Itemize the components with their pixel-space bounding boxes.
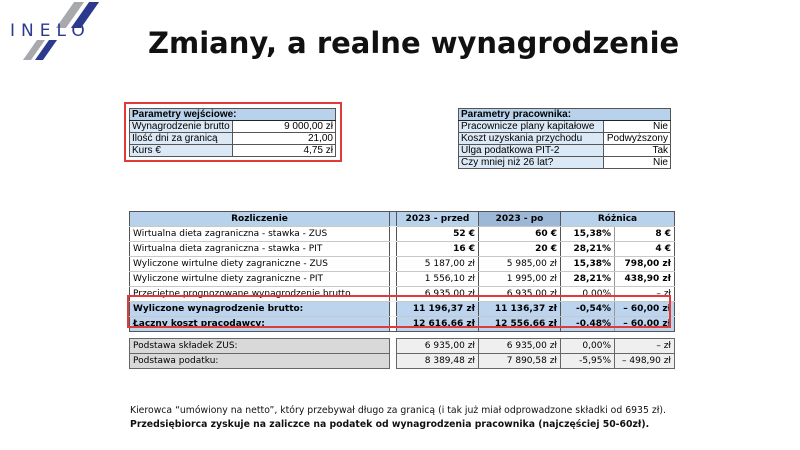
row-pct: 15,38% xyxy=(561,227,615,242)
row-before: 52 € xyxy=(397,227,479,242)
row-diff: 4 € xyxy=(615,242,675,257)
row-pct: -5,95% xyxy=(561,354,615,369)
row-after: 12 556,66 zł xyxy=(479,317,561,332)
param-value: 9 000,00 zł xyxy=(232,121,335,133)
table-row xyxy=(130,354,675,369)
param-label: Ilość dni za granicą xyxy=(130,133,233,145)
table-row xyxy=(130,242,675,257)
row-after: 60 € xyxy=(479,227,561,242)
row-diff: – 498,90 zł xyxy=(615,354,675,369)
row-pct: 0,00% xyxy=(561,339,615,354)
param-value: 21,00 xyxy=(232,133,335,145)
row-diff: – 60,00 zł xyxy=(615,317,675,332)
param-value: 4,75 zł xyxy=(232,145,335,157)
row-diff: 798,00 zł xyxy=(615,257,675,272)
row-label: Wyliczone wirtulne diety zagraniczne - PIT xyxy=(130,272,390,287)
row-pct: -0,54% xyxy=(561,302,615,317)
row-after: 11 136,37 zł xyxy=(479,302,561,317)
table-row xyxy=(130,272,675,287)
result-rows-highlight xyxy=(127,295,671,328)
param-label: Kurs € xyxy=(130,145,233,157)
row-label: Wyliczone wynagrodzenie brutto: xyxy=(130,302,390,317)
row-after: 6 935,00 zł xyxy=(479,339,561,354)
param-value: Nie xyxy=(604,121,671,133)
param-label: Czy mniej niż 26 lat? xyxy=(459,157,604,169)
table-row xyxy=(130,339,675,354)
row-before: 8 389,48 zł xyxy=(397,354,479,369)
row-before: 6 935,00 zł xyxy=(397,339,479,354)
row-after: 7 890,58 zł xyxy=(479,354,561,369)
row-after: 5 985,00 zł xyxy=(479,257,561,272)
table-row xyxy=(130,257,675,272)
row-pct: 28,21% xyxy=(561,242,615,257)
table-row xyxy=(130,227,675,242)
param-value: Podwyższony xyxy=(604,133,671,145)
row-pct: 15,38% xyxy=(561,257,615,272)
param-value: Nie xyxy=(604,157,671,169)
param-label: Wynagrodzenie brutto xyxy=(130,121,233,133)
row-after: 6 935,00 zł xyxy=(479,287,561,302)
employee-params-table xyxy=(458,108,671,169)
row-before: 11 196,37 zł xyxy=(397,302,479,317)
row-diff: – zł xyxy=(615,287,675,302)
row-pct: -0,48% xyxy=(561,317,615,332)
footnote-line-2: Przedsiębiorca zyskuje na zaliczce na podatek od wynagrodzenia pracownika (najczęściej 50-60zł). xyxy=(130,419,650,430)
row-diff: 438,90 zł xyxy=(615,272,675,287)
param-label: Koszt uzyskania przychodu xyxy=(459,133,604,145)
bases-table xyxy=(129,338,675,369)
param-value: Tak xyxy=(604,145,671,157)
row-before: 12 616,66 zł xyxy=(397,317,479,332)
logo-text: INELO xyxy=(10,21,91,41)
row-pct: 0,00% xyxy=(561,287,615,302)
row-label: Przeciętne prognozowane wynagrodzenie brutto xyxy=(130,287,390,302)
row-before: 1 556,10 zł xyxy=(397,272,479,287)
row-label: Wirtualna dieta zagraniczna - stawka - ZUS xyxy=(130,227,390,242)
row-before: 5 187,00 zł xyxy=(397,257,479,272)
row-diff: 8 € xyxy=(615,227,675,242)
row-label: Podstawa składek ZUS: xyxy=(130,339,390,354)
row-after: 20 € xyxy=(479,242,561,257)
row-diff: – 60,00 zł xyxy=(615,302,675,317)
row-before: 16 € xyxy=(397,242,479,257)
input-params-highlight xyxy=(124,102,342,162)
row-label: Łączny koszt pracodawcy: xyxy=(130,317,390,332)
footnote xyxy=(130,404,666,432)
param-label: Pracownicze plany kapitałowe xyxy=(459,121,604,133)
row-label: Wirtualna dieta zagraniczna - stawka - PIT xyxy=(130,242,390,257)
header-diff: Różnica xyxy=(561,212,675,227)
header-before: 2023 - przed xyxy=(397,212,479,227)
row-pct: 28,21% xyxy=(561,272,615,287)
page-title: Zmiany, a realne wynagrodzenie xyxy=(148,26,680,60)
employee-params-header: Parametry pracownika: xyxy=(459,109,671,121)
input-params-header: Parametry wejściowe: xyxy=(130,109,336,121)
row-label: Podstawa podatku: xyxy=(130,354,390,369)
row-label: Wyliczone wirtulne diety zagraniczne - ZUS xyxy=(130,257,390,272)
header-rozliczenie: Rozliczenie xyxy=(130,212,390,227)
param-label: Ulga podatkowa PIT-2 xyxy=(459,145,604,157)
row-diff: – zł xyxy=(615,339,675,354)
row-after: 1 995,00 zł xyxy=(479,272,561,287)
row-before: 6 935,00 zł xyxy=(397,287,479,302)
footnote-line-1: Kierowca “umówiony na netto”, który przebywał długo za granicą (i tak już miał odprowadzone składki od 6935 zł). xyxy=(130,405,666,416)
header-after: 2023 - po xyxy=(479,212,561,227)
inelo-logo xyxy=(8,0,98,62)
